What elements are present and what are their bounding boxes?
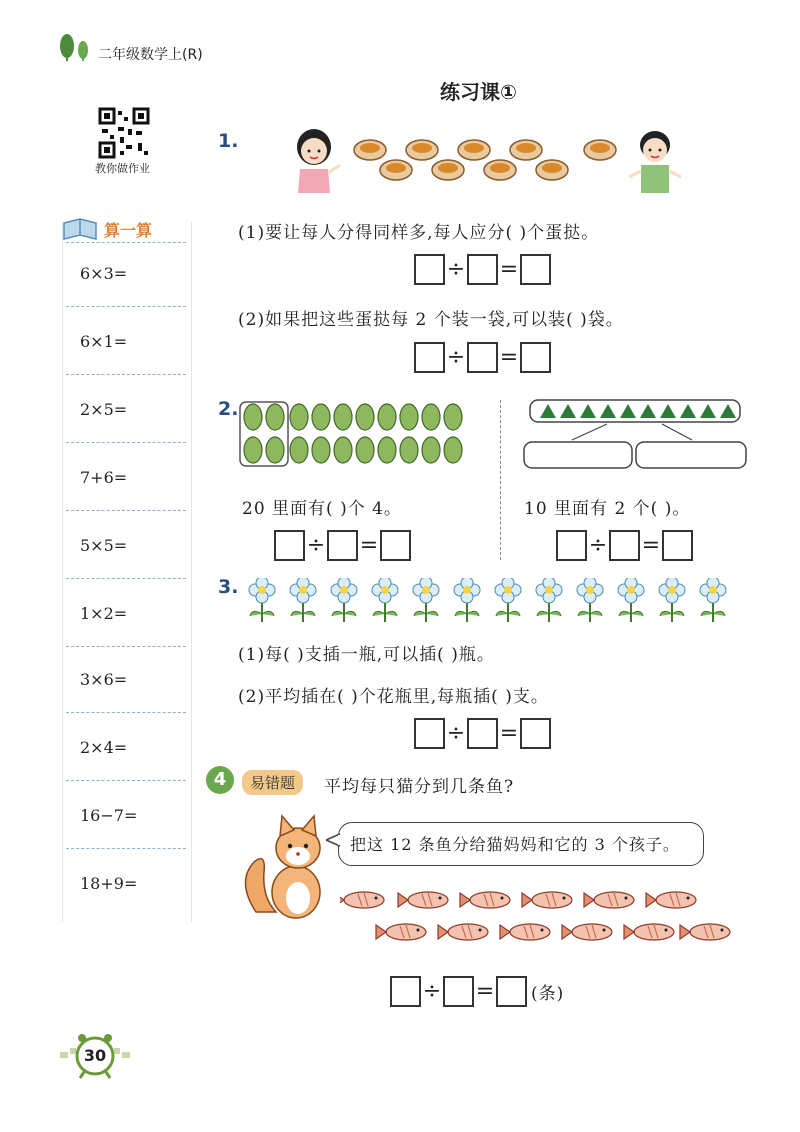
answer-box[interactable] [520, 342, 551, 373]
header-tree-icon [55, 32, 95, 62]
q1-part1-text: (1)要让每人分得同样多,每人应分( )个蛋挞。 [238, 223, 600, 243]
triangle-bar-illustration [522, 398, 748, 472]
q3-equation [414, 718, 551, 749]
answer-box[interactable] [414, 718, 445, 749]
sidebar-exercise: 6×1= [80, 332, 128, 351]
divide-sign: ÷ [588, 533, 608, 558]
error-prone-tag: 易错题 [242, 770, 303, 795]
answer-box[interactable] [556, 530, 587, 561]
q1-part1-equation [414, 254, 551, 285]
boy-illustration [625, 125, 685, 195]
cactus-group-illustration [238, 400, 478, 470]
qr-code[interactable] [98, 107, 150, 159]
q2-left-equation [274, 530, 411, 561]
unit-label: (条) [531, 984, 565, 1004]
answer-box[interactable] [496, 976, 527, 1007]
sidebar-heading: 算一算 [104, 221, 153, 240]
sidebar-exercise: 5×5= [80, 536, 128, 555]
fish-group-illustration [340, 888, 740, 950]
sidebar-exercise: 2×4= [80, 738, 128, 757]
girl-illustration [288, 125, 343, 195]
divide-sign: ÷ [306, 533, 326, 558]
divide-sign: ÷ [446, 345, 466, 370]
calc-book-icon [60, 215, 100, 243]
page-title: 练习课① [440, 80, 517, 104]
page-number: 30 [83, 1046, 107, 1065]
q2-left-text: 20 里面有( )个 4。 [242, 499, 402, 519]
equals-sign: = [499, 345, 519, 370]
answer-box[interactable] [467, 342, 498, 373]
answer-box[interactable] [414, 342, 445, 373]
equals-sign: = [641, 533, 661, 558]
divide-sign: ÷ [446, 257, 466, 282]
answer-box[interactable] [390, 976, 421, 1007]
qr-caption: 教你做作业 [95, 162, 150, 175]
answer-box[interactable] [414, 254, 445, 285]
q3-part2-text: (2)平均插在( )个花瓶里,每瓶插( )支。 [238, 687, 549, 707]
answer-box[interactable] [520, 254, 551, 285]
egg-tarts-illustration [350, 130, 620, 185]
answer-box[interactable] [520, 718, 551, 749]
question-number-badge: 4 [206, 766, 234, 794]
question-number: 1. [218, 130, 239, 152]
sidebar-exercise: 2×5= [80, 400, 128, 419]
answer-box[interactable] [467, 254, 498, 285]
sidebar-exercise: 3×6= [80, 670, 128, 689]
answer-box[interactable] [274, 530, 305, 561]
sidebar-exercise: 7+6= [80, 468, 128, 487]
divide-sign: ÷ [422, 979, 442, 1004]
q3-part1-text: (1)每( )支插一瓶,可以插( )瓶。 [238, 645, 495, 665]
sidebar-exercise: 6×3= [80, 264, 128, 283]
book-title: 二年级数学上(R) [98, 47, 203, 63]
divide-sign: ÷ [446, 721, 466, 746]
question-number: 2. [218, 398, 239, 420]
q4-equation [390, 976, 564, 1007]
answer-box[interactable] [662, 530, 693, 561]
q2-right-equation [556, 530, 693, 561]
q2-right-text: 10 里面有 2 个( )。 [524, 499, 691, 519]
answer-box[interactable] [443, 976, 474, 1007]
answer-box[interactable] [467, 718, 498, 749]
cat-illustration [236, 812, 336, 920]
q1-part2-equation [414, 342, 551, 373]
question-number: 3. [218, 576, 239, 598]
q1-part2-text: (2)如果把这些蛋挞每 2 个装一袋,可以装( )袋。 [238, 310, 624, 330]
divider-line [500, 400, 501, 560]
sidebar-exercise: 1×2= [80, 604, 128, 623]
equals-sign: = [359, 533, 379, 558]
sidebar-exercise: 16−7= [80, 806, 138, 825]
equals-sign: = [499, 257, 519, 282]
equals-sign: = [475, 979, 495, 1004]
speech-bubble-tail [326, 832, 340, 848]
answer-box[interactable] [380, 530, 411, 561]
equals-sign: = [499, 721, 519, 746]
speech-text: 把这 12 条鱼分给猫妈妈和它的 3 个孩子。 [350, 835, 680, 854]
answer-box[interactable] [609, 530, 640, 561]
answer-box[interactable] [327, 530, 358, 561]
flowers-illustration [244, 578, 734, 624]
q4-question-text: 平均每只猫分到几条鱼? [324, 777, 515, 797]
sidebar-exercise: 18+9= [80, 874, 138, 893]
